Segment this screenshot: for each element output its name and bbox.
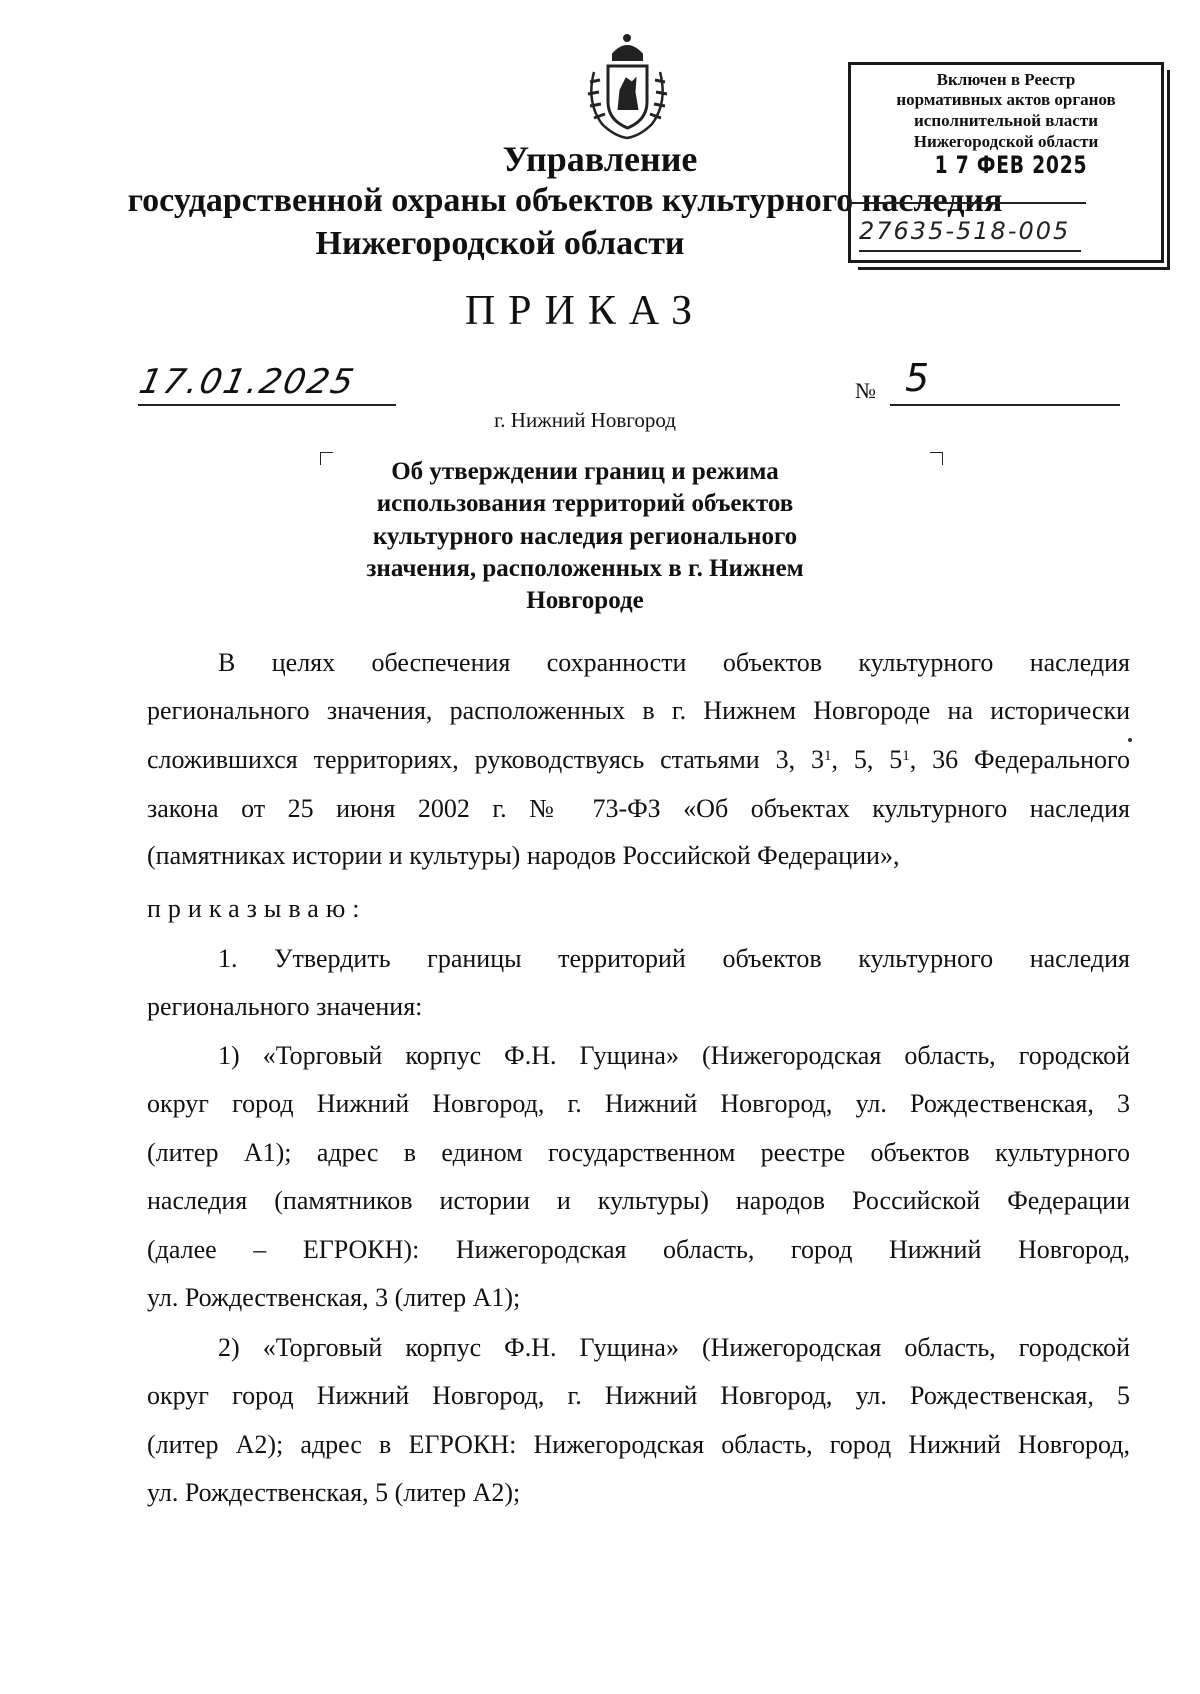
superscript: 1	[823, 748, 832, 764]
subject-line4: значения, расположенных в г. Нижнем	[366, 555, 804, 582]
stamp-line3: исполнительной власти	[914, 111, 1098, 130]
body-line: (литер А1); адрес в едином государственном реестре объектов культурного	[147, 1138, 1130, 1167]
organization-name-line1: Управление	[502, 139, 698, 179]
body-line: 2) «Торговый корпус Ф.Н. Гущина» (Нижегородская область, городской	[218, 1333, 1130, 1362]
margin-dot	[1128, 738, 1132, 742]
body-line: В целях обеспечения сохранности объектов культурного наследия	[218, 648, 1130, 677]
body-line: (памятниках истории и культуры) народов Российской Федерации»,	[147, 841, 900, 870]
number-underline	[890, 404, 1120, 406]
date-underline	[138, 404, 396, 406]
body-line	[147, 744, 1130, 776]
number-sign: №	[855, 378, 876, 403]
subject-line1: Об утверждении границ и режима	[391, 458, 779, 485]
body-text-part: , 36 Федерального	[909, 745, 1131, 774]
body-line: наследия (памятников истории и культуры) народов Российской Федерации	[147, 1186, 1130, 1215]
decree-word: приказываю:	[147, 894, 367, 923]
body-text-part: сложившихся территориях, руководствуясь статьями 3, 3	[147, 745, 824, 774]
body-line: закона от 25 июня 2002 г. № 73-ФЗ «Об объектах культурного наследия	[147, 794, 1130, 823]
organization-name-line3: Нижегородской области	[315, 225, 685, 262]
stamp-registration-number: 27635-518-005	[859, 217, 1071, 245]
subject-line2: использования территорий объектов	[376, 490, 794, 517]
body-text-part: , 5, 5	[831, 745, 903, 774]
body-line: регионального значения:	[147, 992, 423, 1021]
body-line: 1. Утвердить границы территорий объектов культурного наследия	[218, 944, 1130, 973]
stamp-overlap-strike-line	[850, 202, 1086, 204]
stamp-line4: Нижегородской области	[913, 132, 1099, 151]
stamp-line1: Включен в Реестр	[936, 70, 1076, 89]
subject-line5: Новгороде	[526, 587, 644, 614]
body-line: (литер А2); адрес в ЕГРОКН: Нижегородская область, город Нижний Новгород,	[147, 1430, 1130, 1459]
stamp-number-underline	[859, 250, 1081, 252]
body-line: ул. Рождественская, 5 (литер А2);	[147, 1478, 521, 1507]
body-line: регионального значения, расположенных в г. Нижнем Новгороде на исторически	[147, 696, 1130, 725]
subject-line3: культурного наследия регионального	[372, 523, 798, 550]
stamp-line2: нормативных актов органов	[896, 90, 1116, 109]
body-line: округ город Нижний Новгород, г. Нижний Новгород, ул. Рождественская, 3	[147, 1089, 1130, 1118]
superscript: 1	[902, 748, 910, 764]
stamp-date: 1 7 ФЕВ 2025	[934, 151, 1088, 179]
order-number-handwritten: 5	[905, 356, 930, 400]
order-date-handwritten: 17.01.2025	[135, 362, 359, 402]
registry-stamp	[848, 62, 1164, 263]
body-line: 1) «Торговый корпус Ф.Н. Гущина» (Нижегородская область, городской	[218, 1041, 1130, 1070]
document-type-title: ПРИКАЗ	[464, 288, 706, 334]
coat-of-arms-emblem	[580, 32, 675, 142]
body-line: (далее – ЕГРОКН): Нижегородская область, город Нижний Новгород,	[147, 1235, 1130, 1264]
organization-name-line2: государственной охраны объектов культурного наследия	[127, 182, 1003, 219]
body-line: округ город Нижний Новгород, г. Нижний Новгород, ул. Рождественская, 5	[147, 1381, 1130, 1410]
city-name: г. Нижний Новгород	[494, 408, 676, 432]
body-line: ул. Рождественская, 3 (литер А1);	[147, 1283, 521, 1312]
